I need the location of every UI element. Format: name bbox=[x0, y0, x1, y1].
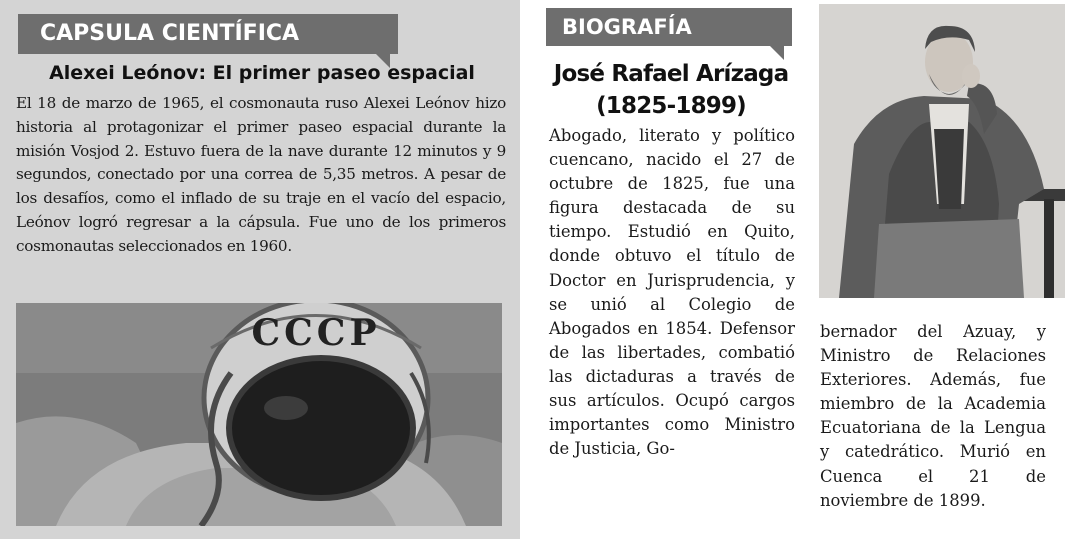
helmet-lettering: CCCP bbox=[251, 312, 381, 354]
biography-body-column-1: Abogado, literato y político cuencano, nacido el 27 de octubre de 1825, fue una figura destacada de su tiempo. Estudió en Quito, donde obtuvo el título de Doctor en Jurisprudencia, y se unió al Colegio de Abogados en 1854. Defensor de las libertades, combatió las dictaduras a través de sus artículos. Ocupó cargos importantes como Ministro de Justicia, Go- bbox=[549, 126, 795, 459]
cosmonaut-photo bbox=[16, 303, 502, 526]
capsula-cientifica-section bbox=[0, 0, 520, 539]
section-tag: CAPSULA CIENTÍFICA bbox=[18, 14, 398, 54]
biography-title bbox=[540, 58, 802, 122]
biography-body-column-2: bernador del Azuay, y Ministro de Relaciones Exteriores. Además, fue miembro de la Academia Ecuatoriana de la Lengua y catedrático. Murió en Cuenca el 21 de noviembre de 1899. bbox=[820, 322, 1046, 510]
section-tag-biografia: BIOGRAFÍA bbox=[546, 8, 792, 46]
biography-years: (1825-1899) bbox=[596, 93, 746, 119]
article-title: Alexei Leónov: El primer paseo espacial bbox=[49, 62, 475, 84]
article-body: El 18 de marzo de 1965, el cosmonauta ruso Alexei Leónov hizo historia al protagonizar el primer paseo espacial durante la misión Vosjod 2. Estuvo fuera de la nave durante 12 minutos y 9 segundos, conectado por una correa de 5,35 metros. A pesar de los desafíos, como el inflado de su traje en el vacío del espacio, Leónov logró regresar a la cápsula. Fue uno de los primeros cosmonautas seleccionados en 1960. bbox=[16, 94, 506, 255]
portrait-photo bbox=[819, 4, 1065, 298]
biography-name: José Rafael Arízaga bbox=[553, 61, 789, 87]
